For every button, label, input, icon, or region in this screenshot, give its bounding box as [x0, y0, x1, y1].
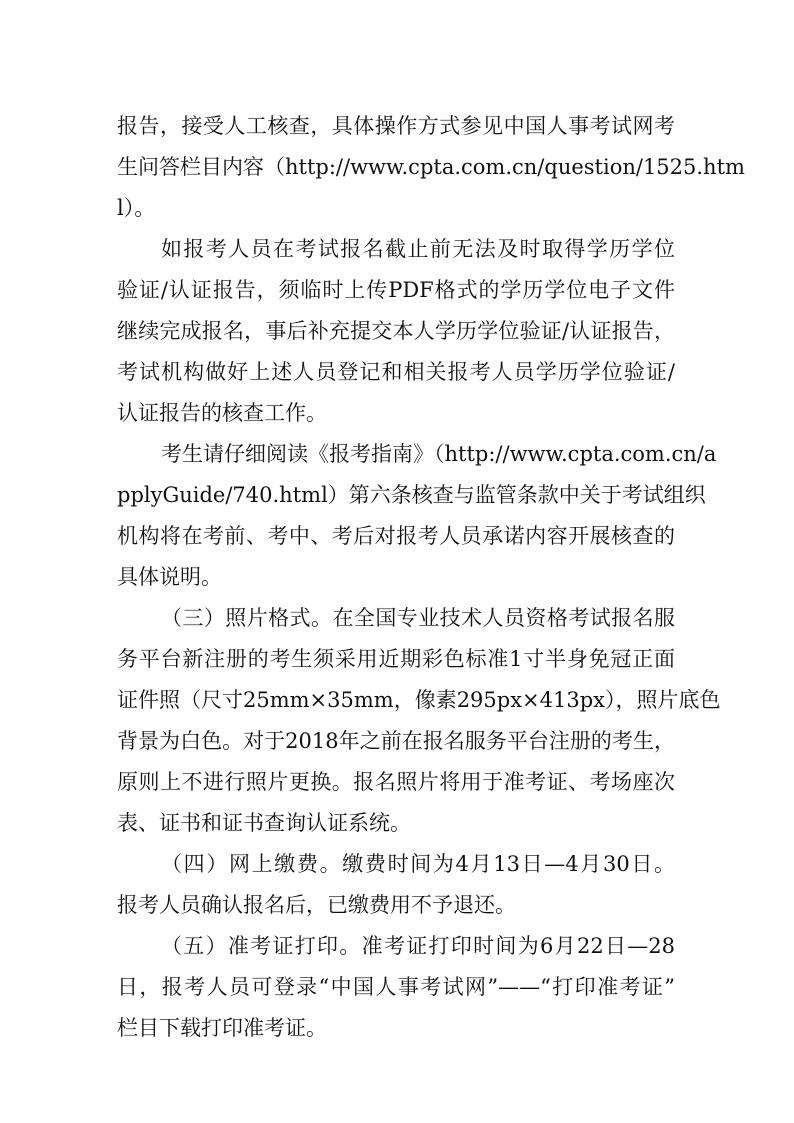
- text-line: 如报考人员在考试报名截止前无法及时取得学历学位: [161, 237, 675, 261]
- text-line: pplyGuide/740.html）第六条核查与监管条款中关于考试组织: [117, 483, 706, 507]
- text-line: 认证报告的核查工作。: [117, 401, 327, 425]
- text-line: 验证/认证报告，须临时上传PDF格式的学历学位电子文件: [117, 278, 675, 302]
- text-line: 日，报考人员可登录“中国人事考试网”——“打印准考证”: [117, 975, 675, 999]
- text-line: 生问答栏目内容（http://www.cpta.com.cn/question/1525.htm: [117, 155, 745, 179]
- text-line: 考生请仔细阅读《报考指南》（http://www.cpta.com.cn/a: [161, 442, 717, 466]
- text-line: 栏目下载打印准考证。: [117, 1016, 327, 1040]
- text-line: 证件照（尺寸25mm×35mm，像素295px×413px），照片底色: [117, 688, 721, 712]
- text-line: 报考人员确认报名后，已缴费用不予退还。: [117, 893, 516, 917]
- text-line: 务平台新注册的考生须采用近期彩色标准1寸半身免冠正面: [117, 647, 675, 671]
- text-line: 继续完成报名，事后补充提交本人学历学位验证/认证报告，: [117, 319, 675, 343]
- text-line: （五）准考证打印。准考证打印时间为6月22日—28: [161, 934, 675, 958]
- text-line: （三）照片格式。在全国专业技术人员资格考试报名服: [161, 606, 675, 630]
- text-line: 报告，接受人工核查，具体操作方式参见中国人事考试网考: [117, 114, 675, 138]
- text-line: 背景为白色。对于2018年之前在报名服务平台注册的考生，: [117, 729, 675, 753]
- text-line: l）。: [117, 196, 156, 220]
- text-line: 机构将在考前、考中、考后对报考人员承诺内容开展核查的: [117, 524, 675, 548]
- text-line: 考试机构做好上述人员登记和相关报考人员学历学位验证/: [117, 360, 675, 384]
- text-line: （四）网上缴费。缴费时间为4月13日—4月30日。: [161, 852, 675, 876]
- text-line: 具体说明。: [117, 565, 222, 589]
- text-line: 原则上不进行照片更换。报名照片将用于准考证、考场座次: [117, 770, 675, 794]
- text-line: 表、证书和证书查询认证系统。: [117, 811, 411, 835]
